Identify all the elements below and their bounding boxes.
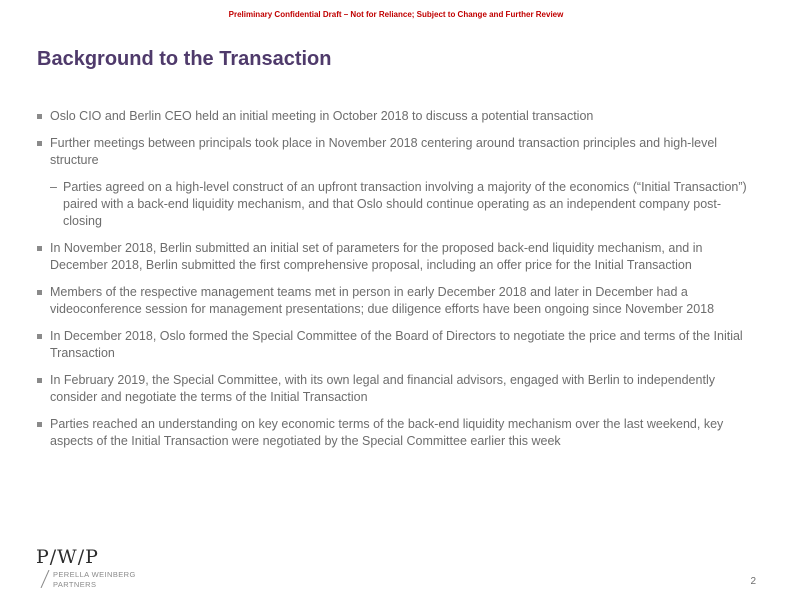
- page-number: 2: [750, 576, 756, 587]
- logo-name: [53, 570, 136, 590]
- dash-icon: –: [50, 180, 57, 194]
- bullet-text: In November 2018, Berlin submitted an initial set of parameters for the proposed back-end liquidity mechanism, and in December 2018, Berlin submitted the first comprehensive proposal, including an offer price for the Initial Transaction: [50, 241, 703, 272]
- bullet-item: [37, 135, 757, 230]
- bullet-item: [37, 416, 757, 450]
- square-bullet-icon: [37, 378, 42, 383]
- square-bullet-icon: [37, 246, 42, 251]
- bullet-item: [37, 328, 757, 362]
- bullet-list: [37, 108, 757, 450]
- square-bullet-icon: [37, 290, 42, 295]
- bullet-text: Oslo CIO and Berlin CEO held an initial meeting in October 2018 to discuss a potential transaction: [50, 109, 594, 123]
- bullet-text: Members of the respective management teams met in person in early December 2018 and later in December had a videoconference session for management presentations; due diligence efforts have been ongoing since November 2018: [50, 285, 715, 316]
- bullet-item: [37, 284, 757, 318]
- sub-bullet-item: [50, 179, 757, 230]
- company-logo: [36, 546, 176, 592]
- logo-slash-icon: [40, 570, 50, 588]
- bullet-text: In December 2018, Oslo formed the Special Committee of the Board of Directors to negotiate the price and terms of the Initial Transaction: [50, 329, 743, 360]
- bullet-text: Further meetings between principals took place in November 2018 centering around transaction principles and high-level structure: [50, 136, 718, 167]
- logo-mark: P/W/P: [36, 546, 99, 568]
- sub-bullet-list: [50, 179, 757, 230]
- square-bullet-icon: [37, 422, 42, 427]
- bullet-text: Parties reached an understanding on key economic terms of the back-end liquidity mechanism over the last weekend, key aspects of the Initial Transaction were negotiated by the Special Committee earlier this week: [50, 417, 724, 448]
- slide-content: [37, 108, 757, 460]
- confidential-notice: Preliminary Confidential Draft – Not for Reliance; Subject to Change and Further Review: [228, 10, 564, 19]
- bullet-item: [37, 108, 757, 125]
- bullet-text: In February 2019, the Special Committee, with its own legal and financial advisors, engaged with Berlin to independently consider and negotiate the terms of the Initial Transaction: [50, 373, 715, 404]
- logo-name-line1: PERELLA WEINBERG: [53, 570, 136, 579]
- slide-title: Background to the Transaction: [37, 48, 332, 70]
- sub-bullet-text: Parties agreed on a high-level construct of an upfront transaction involving a majority of the economics (“Initial Transaction”) paired with a back-end liquidity mechanism, and that Oslo should continue operating as an independent company post-closing: [63, 180, 747, 228]
- square-bullet-icon: [37, 114, 42, 119]
- logo-name-line2: PARTNERS: [53, 580, 97, 589]
- bullet-item: [37, 240, 757, 274]
- square-bullet-icon: [37, 141, 42, 146]
- square-bullet-icon: [37, 334, 42, 339]
- bullet-item: [37, 372, 757, 406]
